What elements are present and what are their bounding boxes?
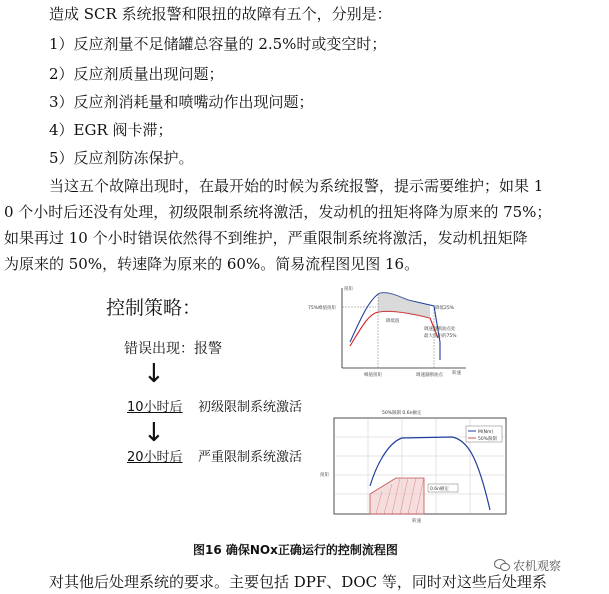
watermark-text: 农机观察 — [513, 559, 562, 573]
paragraph-line-1: 当这五个故障出现时，在最开始的时候为系统报警，提示需要维护；如果 1 — [49, 177, 544, 195]
chart1-ylabel: 扭矩 — [344, 287, 353, 292]
wechat-icon — [494, 558, 510, 572]
figure-caption: 图16 确保NOx正确运行的控制流程图 — [193, 543, 398, 557]
chart2-yaxis: 扭矩 — [320, 473, 329, 478]
strategy-title: 控制策略： — [106, 297, 202, 319]
paragraph-line-3: 如果再过 10 个小时错误依然得不到维护，严重限制系统将激活，发动机扭矩降 — [4, 229, 528, 247]
chart2-xaxis: 转速 — [412, 519, 421, 524]
severe-limit-chart — [312, 406, 512, 526]
list-item-2: 2）反应剂质量出现问题； — [49, 65, 224, 83]
torque-limit-chart — [306, 282, 476, 384]
limited-torque-area — [370, 478, 424, 514]
torque-reduction-area — [378, 293, 430, 318]
chart2-title: 50%限制 0.6n额定 — [382, 411, 422, 416]
list-item-1: 1）反应剂量不足储罐总容量的 2.5%时或变空时； — [49, 35, 387, 53]
flow-step-10h-time: 10小时后 — [127, 400, 183, 415]
chart2-legend-2: 50%限制 — [478, 437, 498, 442]
list-item-3: 3）反应剂消耗量和喷嘴动作出现问题； — [49, 93, 314, 111]
flow-arrow-1: ↓ — [143, 359, 165, 389]
flow-step-10h-text: 初级限制系统激活 — [198, 400, 303, 415]
chart1-xlabel-left: 峰值扭矩 — [364, 373, 382, 378]
flow-step-20h-text: 严重限制系统激活 — [198, 450, 303, 465]
intro-line: 造成 SCR 系统报警和限扭的故障有五个，分别是： — [49, 5, 392, 23]
flow-step-alarm: 错误出现：报警 — [124, 341, 222, 357]
chart2-legend-1: M(Nm) — [478, 430, 494, 435]
chart1-note2: 最大扭矩的75% — [424, 334, 457, 339]
chart1-xaxis: 转速 — [452, 371, 461, 376]
paragraph-line-2: 0 个小时后还没有处理，初级限制系统将激活，发动机的扭矩将降为原来的 75%； — [4, 203, 552, 221]
chart1-drop-label: 降低25% — [435, 306, 455, 311]
flow-arrow-2: ↓ — [143, 418, 165, 448]
chart2-box-label: 0.6n额定 — [430, 487, 450, 492]
chart1-xlabel-right: 调速器断油点 — [416, 373, 443, 378]
chart1-limit-label: 降低值 — [386, 319, 400, 324]
chart1-note1: 调速器断油点处 — [424, 327, 456, 332]
footer-line: 对其他后处理系统的要求。主要包括 DPF、DOC 等，同时对这些后处理系 — [49, 573, 547, 591]
list-item-5: 5）反应剂防冻保护。 — [49, 149, 194, 167]
list-item-4: 4）EGR 阀卡滞； — [49, 121, 173, 139]
flow-step-20h-time: 20小时后 — [127, 450, 183, 465]
chart1-ymark: 75%峰值扭矩 — [308, 306, 337, 311]
paragraph-line-4: 为原来的 50%，转速降为原来的 60%。简易流程图见图 16。 — [4, 255, 420, 273]
